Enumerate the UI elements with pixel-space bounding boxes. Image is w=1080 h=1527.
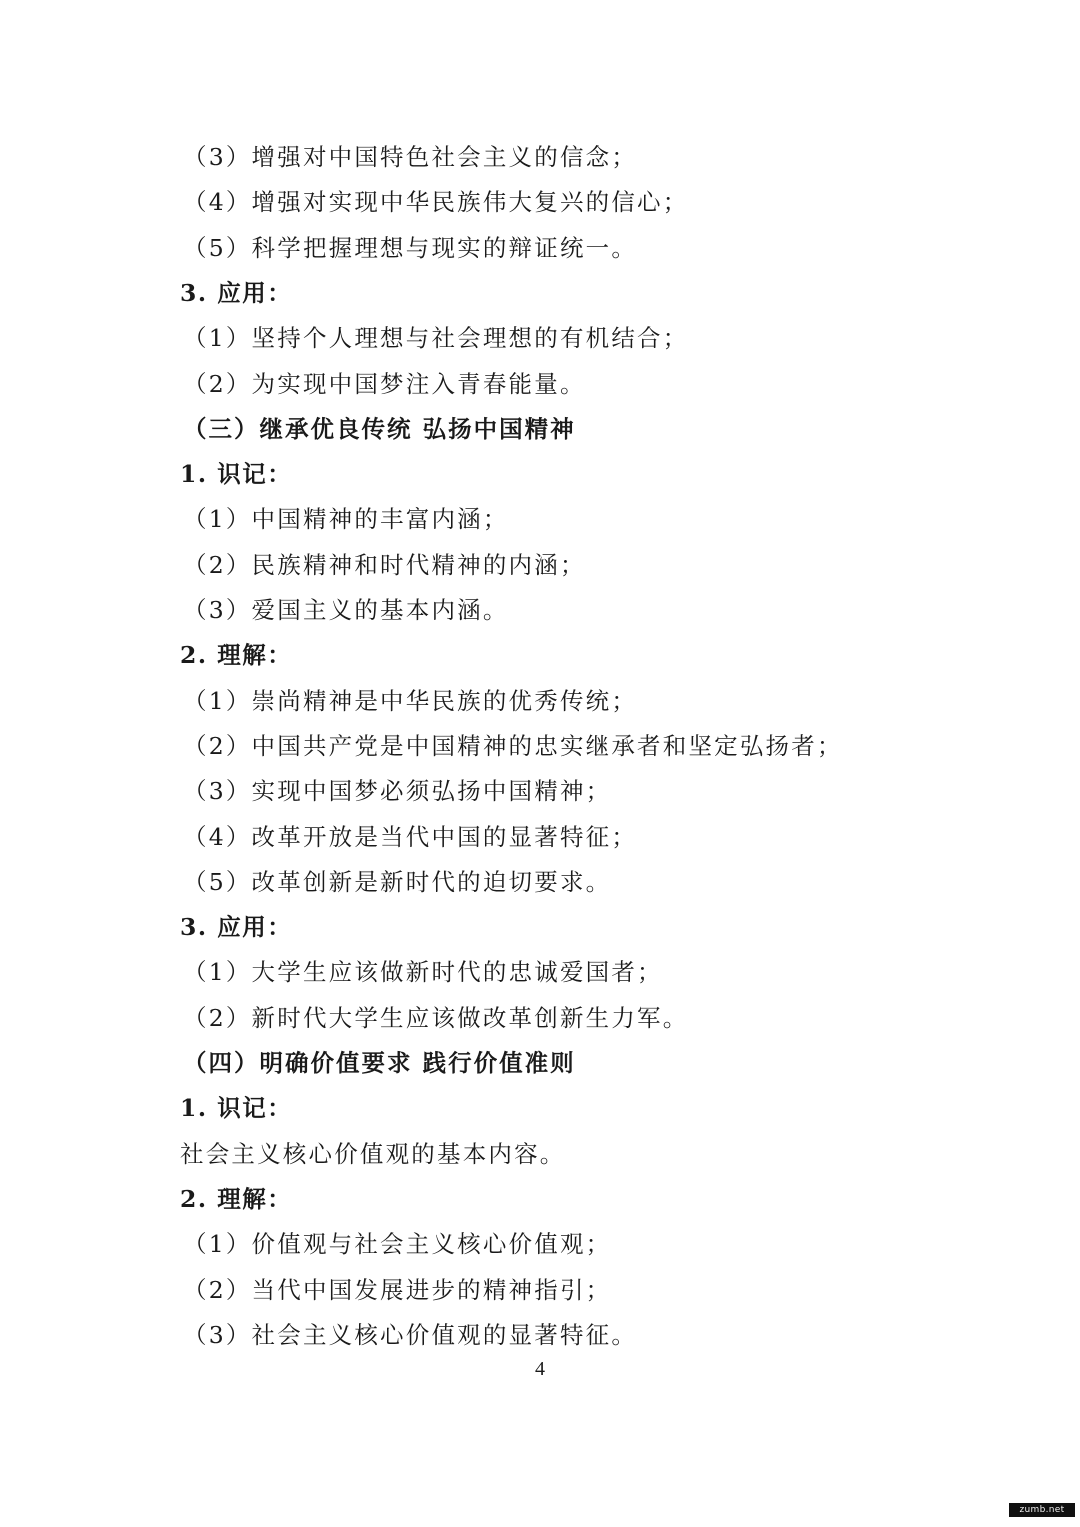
list-item: （2）中国共产党是中国精神的忠实继承者和坚定弘扬者；	[183, 732, 843, 760]
subheading: 2. 理解：	[180, 641, 293, 669]
subheading: 3. 应用：	[180, 913, 293, 941]
list-item: （1）大学生应该做新时代的忠诚爱国者；	[183, 958, 663, 986]
list-item: （1）中国精神的丰富内涵；	[183, 505, 509, 533]
subheading: 1. 识记：	[180, 460, 293, 488]
list-item: （2）新时代大学生应该做改革创新生力军。	[183, 1004, 689, 1032]
list-item: （3）实现中国梦必须弘扬中国精神；	[183, 777, 612, 805]
list-item: （3）增强对中国特色社会主义的信念；	[183, 143, 638, 171]
list-item: （2）民族精神和时代精神的内涵；	[183, 551, 586, 579]
subheading: 2. 理解：	[180, 1185, 293, 1213]
watermark-logo: zumb.net	[1009, 1503, 1075, 1517]
page-number: 4	[535, 1358, 545, 1380]
list-item: （2）为实现中国梦注入青春能量。	[183, 370, 586, 398]
list-item: （3）社会主义核心价值观的显著特征。	[183, 1321, 638, 1349]
list-item: （1）崇尚精神是中华民族的优秀传统；	[183, 687, 638, 715]
section-heading: （四）明确价值要求 践行价值准则	[183, 1049, 576, 1077]
list-item: （1）价值观与社会主义核心价值观；	[183, 1230, 612, 1258]
paragraph: 社会主义核心价值观的基本内容。	[180, 1140, 566, 1168]
list-item: （5）改革创新是新时代的迫切要求。	[183, 868, 612, 896]
list-item: （4）增强对实现中华民族伟大复兴的信心；	[183, 188, 689, 216]
list-item: （2）当代中国发展进步的精神指引；	[183, 1276, 612, 1304]
subheading: 3. 应用：	[180, 279, 293, 307]
list-item: （1）坚持个人理想与社会理想的有机结合；	[183, 324, 689, 352]
list-item: （3）爱国主义的基本内涵。	[183, 596, 509, 624]
section-heading: （三）继承优良传统 弘扬中国精神	[183, 415, 576, 443]
list-item: （4）改革开放是当代中国的显著特征；	[183, 823, 638, 851]
subheading: 1. 识记：	[180, 1094, 293, 1122]
list-item: （5）科学把握理想与现实的辩证统一。	[183, 234, 638, 262]
